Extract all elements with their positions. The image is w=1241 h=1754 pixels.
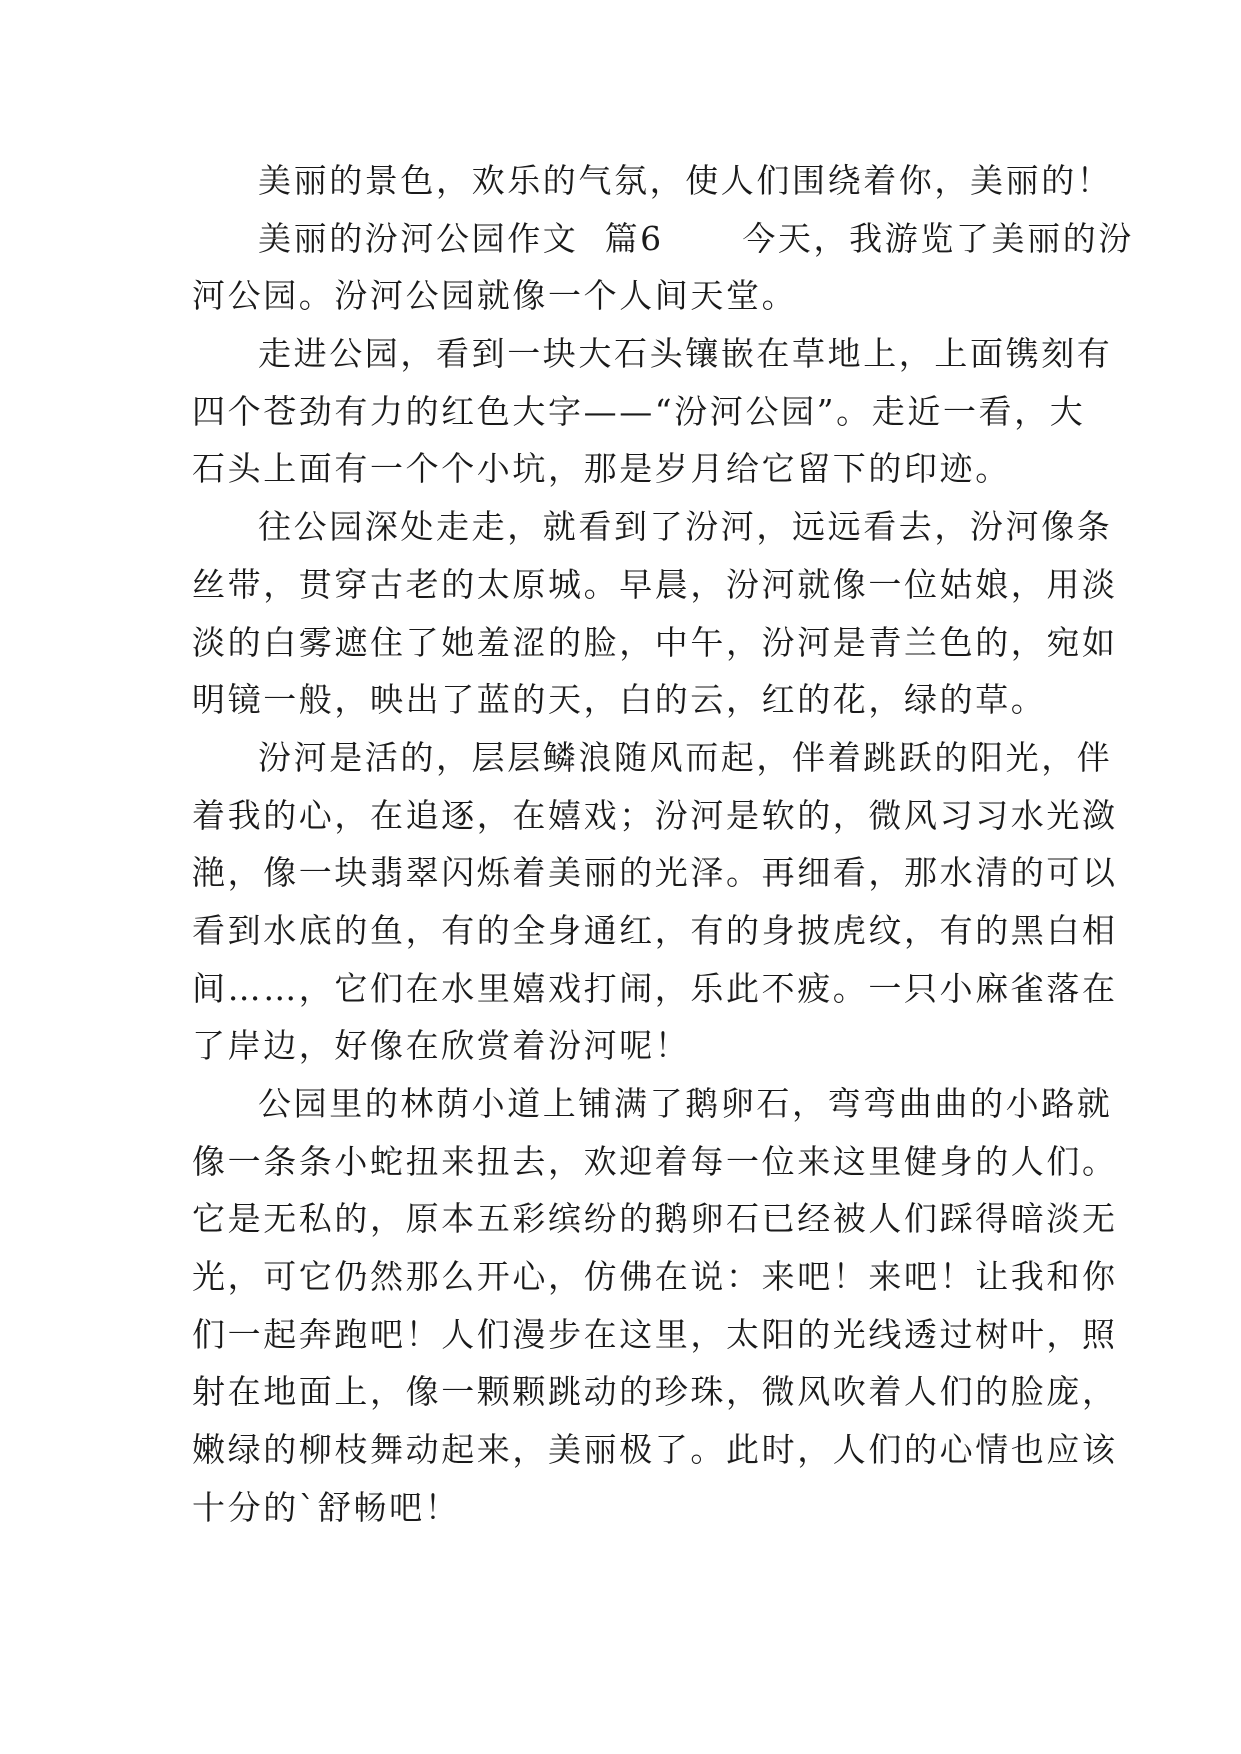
text-line: 走进公园，看到一块大石头镶嵌在草地上，上面镌刻有 [258,334,1113,374]
text-line: 它是无私的，原本五彩缤纷的鹅卵石已经被人们踩得暗淡无 [192,1199,1118,1239]
text-line: 间……，它们在水里嬉戏打闹，乐此不疲。一只小麻雀落在 [192,968,1118,1008]
document-page [192,152,1134,1537]
text-line: 往公园深处走走，就看到了汾河，远远看去，汾河像条 [258,507,1113,547]
paragraph-3 [192,325,1113,498]
text-line: 河公园。汾河公园就像一个人间天堂。 [192,276,798,316]
paragraph-5 [192,729,1118,1075]
text-line: 看到水底的鱼，有的全身通红，有的身披虎纹，有的黑白相 [192,910,1118,950]
text-line: 们一起奔跑吧！人们漫步在这里，太阳的光线透过树叶，照 [192,1314,1118,1354]
paragraph-6 [192,1075,1118,1537]
text-line: 石头上面有一个个小坑，那是岁月给它留下的印迹。 [192,449,1011,489]
text-line: 滟，像一块翡翠闪烁着美丽的光泽。再细看，那水清的可以 [192,853,1118,893]
text-line: 明镜一般，映出了蓝的天，白的云，红的花，绿的草。 [192,680,1047,720]
text-line: 光，可它仍然那么开心，仿佛在说：来吧！来吧！让我和你 [192,1257,1118,1297]
paragraph-1 [192,152,1113,210]
paragraph-2 [192,210,1134,325]
text-line: 淡的白雾遮住了她羞涩的脸，中午，汾河是青兰色的，宛如 [192,622,1118,662]
text-line: 嫩绿的柳枝舞动起来，美丽极了。此时，人们的心情也应该 [192,1430,1118,1470]
text-line: 了岸边，好像在欣赏着汾河呢！ [192,1026,691,1066]
paragraph-4 [192,498,1118,729]
text-line: 射在地面上，像一颗颗跳动的珍珠，微风吹着人们的脸庞， [192,1372,1118,1412]
text-line: 丝带，贯穿古老的太原城。早晨，汾河就像一位姑娘，用淡 [192,564,1118,604]
text-line: 美丽的景色，欢乐的气氛，使人们围绕着你，美丽的！ [258,161,1113,200]
text-line: 四个苍劲有力的红色大字——“汾河公园”。走近一看，大 [192,391,1086,431]
text-line: 像一条条小蛇扭来扭去，欢迎着每一位来这里健身的人们。 [192,1141,1118,1181]
text-line: 美丽的汾河公园作文 篇6 今天，我游览了美丽的汾 [258,218,1134,258]
text-line: 公园里的林荫小道上铺满了鹅卵石，弯弯曲曲的小路就 [258,1084,1113,1123]
text-line: 汾河是活的，层层鳞浪随风而起，伴着跳跃的阳光，伴 [258,737,1113,777]
text-line: 着我的心，在追逐，在嬉戏；汾河是软的，微风习习水光潋 [192,795,1118,835]
text-line: 十分的`舒畅吧！ [192,1487,461,1527]
